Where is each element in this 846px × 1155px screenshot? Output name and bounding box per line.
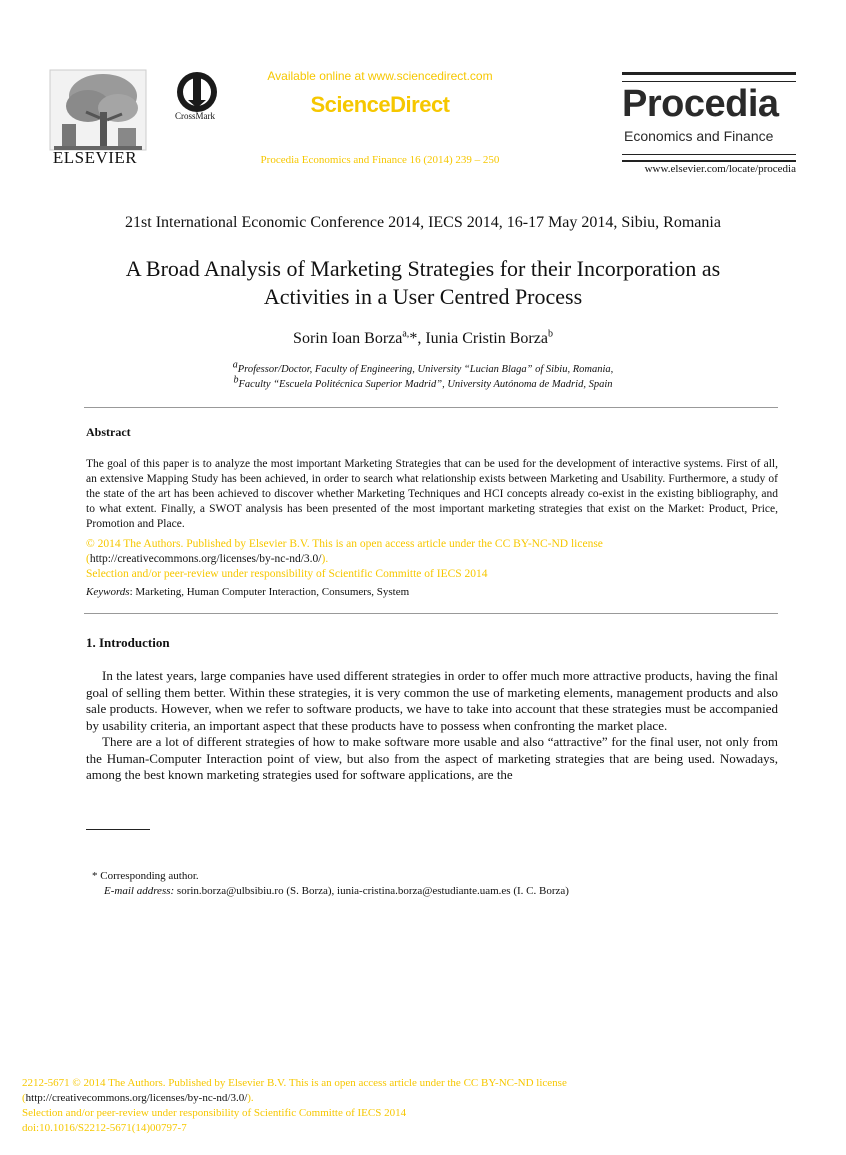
license-open-paren: ( bbox=[86, 553, 90, 565]
elsevier-wordmark: ELSEVIER bbox=[52, 148, 138, 167]
footer-open-paren: ( bbox=[22, 1092, 26, 1104]
sciencedirect-logo[interactable]: ScienceDirect bbox=[310, 92, 450, 117]
paper-title-line-2: Activities in a User Centred Process bbox=[263, 284, 583, 309]
abstract-license bbox=[86, 537, 778, 582]
license-url-link[interactable]: http://creativecommons.org/licenses/by-nc-nd/3.0/ bbox=[89, 553, 322, 565]
abstract-heading: Abstract bbox=[86, 425, 131, 439]
paper-title bbox=[60, 255, 786, 311]
corresponding-star[interactable]: * bbox=[409, 330, 418, 347]
abstract-body: The goal of this paper is to analyze the most important Marketing Strategies that can be used for the development of interactive systems. First of all, an extensive Mapping Study has been achieved, in order to search what relationship exists between Marketing and Usability. Furthermore, a study of the state of the art has been achieved to discover whether Marketing Techniques and HCI concepts already co-exist in the existing bibliography, and to what extent. Finally, a SWOT analysis has been presented of the most important marketing strategies that exist on the Market: Product, Price, Promotion and Place. bbox=[86, 458, 778, 530]
author-1-affiliation-mark: a, bbox=[402, 328, 410, 340]
license-line-1: © 2014 The Authors. Published by Elsevier B.V. This is an open access article under the CC BY-NC-ND license bbox=[86, 538, 603, 550]
keywords-label: Keywords bbox=[86, 586, 130, 598]
introduction-heading: 1. Introduction bbox=[86, 635, 170, 650]
author-1: Sorin Ioan Borza bbox=[293, 330, 403, 347]
affiliation-a bbox=[40, 359, 806, 377]
introduction-paragraph-1: In the latest years, large companies have used different strategies in order to offer much more attractive products, having the final goal of selling them better. Within these strategies, it is very common the use of marketing elements, management products and also sale products. However, when we refer to software products, we have to take into account that these strategies must be accompanied by usability criteria, an important aspect that these products have to possess when confronting the market place. bbox=[86, 668, 778, 733]
introduction-body bbox=[86, 668, 778, 784]
procedia-logo-subtitle: Economics and Finance bbox=[624, 128, 774, 144]
procedia-bottom-rule bbox=[622, 154, 796, 162]
available-online-link[interactable]: Available online at www.sciencedirect.com bbox=[267, 69, 493, 83]
affiliation-a-text: Professor/Doctor, Faculty of Engineering, University “Lucian Blaga” of Sibiu, Romania, bbox=[237, 364, 614, 375]
footnote-corresponding: * Corresponding author. bbox=[92, 870, 199, 882]
procedia-logo-title: Procedia bbox=[622, 83, 779, 125]
author-2-affiliation-mark: b bbox=[547, 328, 553, 340]
footer-close-paren: ). bbox=[247, 1092, 254, 1104]
crossmark-icon[interactable] bbox=[172, 70, 222, 130]
affiliation-a-mark: a bbox=[232, 359, 238, 371]
keywords-list: : Marketing, Human Computer Interaction, Consumers, System bbox=[129, 586, 410, 598]
footer-license-url-link[interactable]: http://creativecommons.org/licenses/by-nc-nd/3.0/ bbox=[25, 1092, 248, 1104]
paper-title-line-1: A Broad Analysis of Marketing Strategies for their Incorporation as bbox=[125, 256, 721, 281]
page-footer bbox=[22, 1076, 822, 1136]
license-line-2 bbox=[86, 552, 778, 567]
conference-line: 21st International Economic Conference 2014, IECS 2014, 16-17 May 2014, Sibiu, Romania bbox=[125, 214, 721, 231]
affiliation-b-mark: b bbox=[233, 374, 239, 386]
procedia-top-rule bbox=[622, 72, 796, 82]
abstract-top-rule bbox=[84, 407, 778, 408]
footnote bbox=[92, 869, 792, 899]
footnote-email-text[interactable]: sorin.borza@ulbsibiu.ro (S. Borza), iunia-cristina.borza@estudiante.uam.es (I. C. Borza) bbox=[174, 885, 569, 897]
affiliation-b bbox=[40, 374, 806, 392]
procedia-url-link[interactable]: www.elsevier.com/locate/procedia bbox=[644, 163, 796, 175]
footer-doi[interactable]: doi:10.1016/S2212-5671(14)00797-7 bbox=[22, 1122, 187, 1134]
footer-line-1: 2212-5671 © 2014 The Authors. Published by Elsevier B.V. This is an open access article under the CC BY-NC-ND license bbox=[22, 1077, 567, 1089]
license-close-paren: ). bbox=[321, 553, 329, 565]
introduction-paragraph-2: There are a lot of different strategies of how to make software more usable and also “attractive” for the final user, not only from the Human-Computer Interaction point of view, but also from the aspect of marketing strategies that are being used. Nowadays, among the best known marketing strategies used for software applications, are the bbox=[86, 734, 778, 782]
journal-reference: Procedia Economics and Finance 16 (2014) 239 – 250 bbox=[260, 154, 500, 166]
footer-line-3: Selection and/or peer-review under responsibility of Scientific Committe of IECS 2014 bbox=[22, 1107, 407, 1119]
keywords-line bbox=[86, 586, 778, 598]
footnote-email bbox=[92, 884, 792, 899]
footer-line-2 bbox=[22, 1091, 822, 1106]
affiliation-b-text: Faculty “Escuela Politécnica Superior Madrid”, University Autónoma de Madrid, Spain bbox=[238, 379, 613, 390]
footnote-email-label: E-mail address: bbox=[104, 885, 175, 897]
crossmark-label: CrossMark bbox=[175, 111, 215, 121]
author-2: Iunia Cristin Borza bbox=[425, 330, 548, 347]
license-line-3: Selection and/or peer-review under responsibility of Scientific Committe of IECS 2014 bbox=[86, 568, 488, 580]
abstract-bottom-rule bbox=[84, 613, 778, 614]
author-separator: , bbox=[417, 330, 426, 347]
authors-line bbox=[40, 330, 806, 348]
affiliations bbox=[40, 359, 806, 392]
footnote-rule bbox=[86, 829, 150, 830]
